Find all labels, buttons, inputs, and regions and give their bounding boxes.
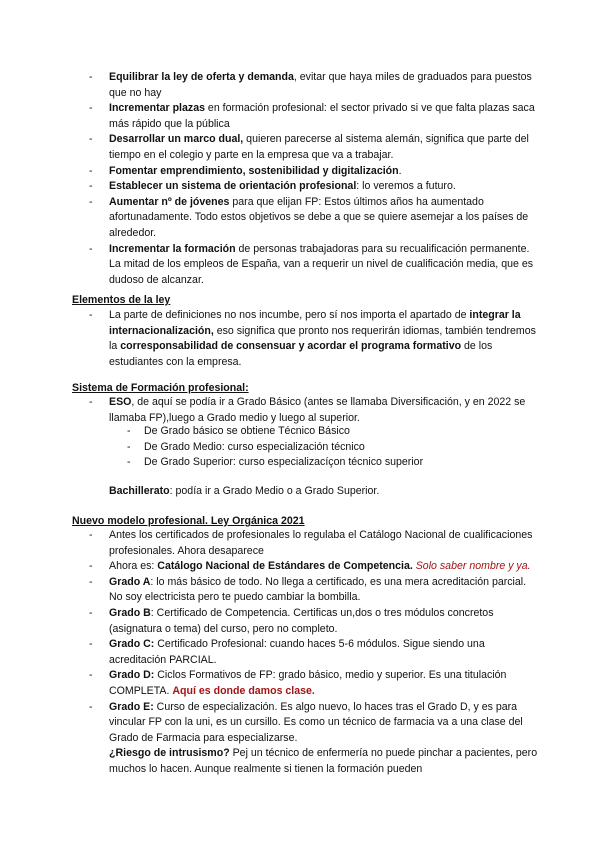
- list-item: [72, 559, 542, 575]
- item-bold: integrar la internacionalización,: [109, 309, 521, 337]
- objectives-list: [72, 70, 542, 288]
- item-text: Ahora es:: [109, 560, 158, 573]
- item-bold: Catálogo Nacional de Estándares de Competencia.: [157, 560, 413, 573]
- riesgo-paragraph: [109, 746, 542, 777]
- item-bold: Fomentar emprendimiento, sostenibilidad y digitalización: [109, 164, 399, 177]
- item-text: Ciclos Formativos de FP: grado básico, medio y superior. Es una titulación COMPLETA.: [109, 669, 507, 697]
- item-bold: corresponsabilidad de consensuar y acordar el programa formativo: [120, 340, 462, 353]
- item-bold: Desarrollar un marco dual,: [109, 133, 244, 146]
- item-text: Certificado Profesional: cuando haces 5-6 módulos. Sigue siendo una acreditación PARCIAL.: [109, 638, 485, 666]
- sistema-sublist: [72, 424, 542, 471]
- sistema-list: [72, 395, 542, 426]
- item-text: , evitar que haya miles de graduados para puestos que no hay: [109, 71, 532, 99]
- item-text: de los estudiantes con la empresa.: [109, 340, 493, 368]
- item-text: de personas trabajadoras para su recualificación permanente. La mitad de los empleos de España, van a requerir un nivel de cualificación media, que es dudoso de alcanzar.: [109, 242, 534, 286]
- item-text: para que elijan FP: Estos últimos años ha aumentado afortunadamente. Todo estos objetivos se debe a que se quiere asemejar a los países de alrededor.: [109, 195, 529, 239]
- sub-list-item: - De Grado básico se obtiene Técnico Básico: [72, 424, 542, 440]
- item-text: La parte de definiciones no nos incumbe, pero sí nos importa el apartado de: [109, 309, 470, 321]
- item-bold: Incrementar plazas: [109, 102, 205, 115]
- item-text: eso significa que pronto nos requerirán idiomas, también tendremos la: [109, 324, 536, 353]
- item-text: quieren parecerse al sistema alemán, significa que parte del tiempo en el colegio y parte en la empresa que va a trabajar.: [109, 133, 529, 161]
- list-item: [72, 700, 542, 747]
- item-text: , de aquí se podía ir a Grado Básico (antes se llamaba Diversificación, y en 2022 se llamaba FP),luego a Grado medio y luego al superior.: [109, 396, 526, 424]
- list-item: [72, 70, 542, 101]
- list-item: [72, 668, 542, 699]
- item-text: : lo más básico de todo. No llega a certificado, es una mera acreditación parcial. No soy electricista pero te puedo cambiar la bombilla.: [109, 575, 527, 604]
- list-item: [72, 528, 542, 559]
- item-text: : Certificado de Competencia. Certificas un,dos o tres módulos concretos (asignatura o tema) del curso, pero no completo.: [109, 606, 494, 635]
- section-heading-nuevo: Nuevo modelo profesional. Ley Orgánica 2021: [72, 515, 305, 527]
- item-bold: Grado A: [109, 575, 151, 588]
- list-item: [72, 242, 542, 289]
- sub-list-item: - De Grado Superior: curso especializacíçon técnico superior: [72, 455, 542, 471]
- item-text: : podía ir a Grado Medio o a Grado Superior.: [169, 485, 380, 497]
- list-item: [72, 575, 542, 606]
- list-item: [72, 637, 542, 668]
- item-highlight: Aquí es donde damos clase.: [172, 684, 315, 697]
- item-text: en formación profesional: el sector privado si ve que falta plazas saca más rápido que la pública: [109, 102, 535, 130]
- item-bold: Bachillerato: [109, 485, 170, 497]
- item-bold: Grado C:: [109, 638, 155, 651]
- item-bold: Incrementar la formación: [109, 242, 236, 255]
- list-item: [72, 308, 542, 370]
- list-item: [72, 606, 542, 637]
- item-text: : lo veremos a futuro.: [356, 180, 456, 193]
- list-item: [72, 179, 542, 195]
- item-bold: ¿Riesgo de intrusismo?: [109, 747, 230, 759]
- list-item: [72, 101, 542, 132]
- item-bold: Establecer un sistema de orientación profesional: [109, 180, 357, 193]
- sub-list-item: - De Grado Medio: curso especialización técnico: [72, 440, 542, 456]
- list-item: [72, 164, 542, 180]
- item-text: Antes los certificados de profesionales lo regulaba el Catálogo Nacional de cualificaciones profesionales. Ahora desaparece: [109, 529, 533, 557]
- item-note: Solo saber nombre y ya.: [412, 560, 531, 573]
- item-bold: Grado B: [109, 606, 151, 619]
- item-text: Pej un técnico de enfermería no puede pinchar a pacientes, pero muchos lo hacen. Aunque realmente si tienen la formación pueden: [109, 747, 538, 775]
- item-text: Curso de especialización. Es algo nuevo, lo haces tras el Grado D, y es para vincular FP con la uni, es un cursillo. Es como un técnico de farmacia va a una clase del Grado de Farmacia para especializarse.: [109, 700, 523, 744]
- item-bold: Equilibrar la ley de oferta y demanda: [109, 71, 294, 83]
- item-bold: Grado D:: [109, 669, 155, 682]
- list-item: [72, 132, 542, 163]
- item-bold: ESO: [109, 396, 132, 408]
- item-text: .: [398, 164, 402, 177]
- list-item: [72, 195, 542, 242]
- bachillerato-paragraph: [109, 484, 542, 500]
- elementos-list: [72, 308, 542, 370]
- nuevo-list: [72, 528, 542, 746]
- list-item: [72, 395, 542, 426]
- section-heading-sistema: Sistema de Formación profesional:: [72, 382, 249, 394]
- item-bold: Grado E:: [109, 700, 154, 713]
- section-heading-elementos: Elementos de la ley: [72, 294, 171, 306]
- item-bold: Aumentar nº de jóvenes: [109, 195, 230, 208]
